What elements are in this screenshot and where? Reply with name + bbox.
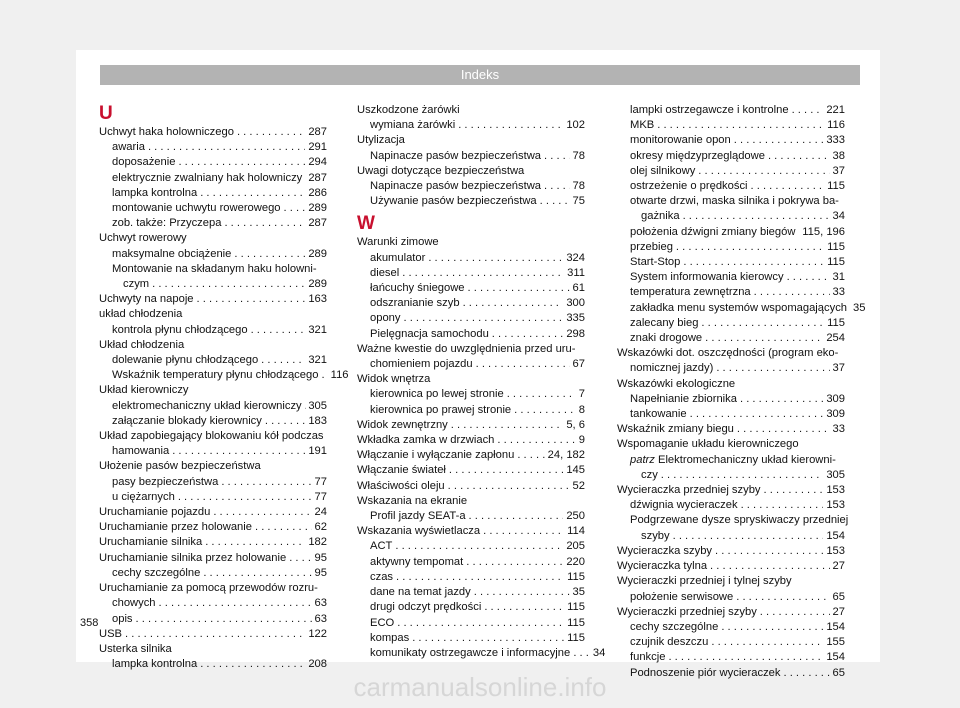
index-subentry: opis . . . 63 bbox=[99, 612, 327, 627]
index-entry: Warunki zimowe bbox=[357, 236, 439, 249]
index-entry: Uwagi dotyczące bezpieczeństwa bbox=[357, 164, 525, 177]
index-subentry: łańcuchy śniegowe . . . 61 bbox=[357, 281, 585, 296]
index-subentry: dolewanie płynu chłodzącego . . . 321 bbox=[99, 353, 327, 368]
index-entry: Uruchamianie silnika . . . 182 bbox=[99, 535, 327, 550]
index-subentry: zakładka menu systemów wspomagających 35 bbox=[630, 301, 866, 314]
index-subentry: Montowanie na składanym haku holowni- bbox=[112, 262, 317, 275]
index-subentry: funkcje . . . 154 bbox=[617, 650, 845, 665]
index-subentry: lampka kontrolna . . . 208 bbox=[99, 657, 327, 672]
index-subentry: aktywny tempomat . . . 220 bbox=[357, 555, 585, 570]
index-subentry: diesel . . . 311 bbox=[357, 266, 585, 281]
index-subentry: ACT . . . 205 bbox=[357, 539, 585, 554]
index-continuation: czy . . . 305 bbox=[617, 468, 845, 483]
section-letter: W bbox=[357, 213, 375, 235]
index-subentry: u ciężarnych . . . 77 bbox=[99, 490, 327, 505]
index-subentry: temperatura zewnętrzna . . . 33 bbox=[617, 285, 845, 300]
index-subentry: kontrola płynu chłodzącego . . . 321 bbox=[99, 323, 327, 338]
index-entry: Właściwości oleju . . . 52 bbox=[357, 479, 585, 494]
index-continuation: nomicznej jazdy) . . . 37 bbox=[617, 361, 845, 376]
index-subentry: dźwignia wycieraczek . . . 153 bbox=[617, 498, 845, 513]
index-subentry: MKB . . . 116 bbox=[617, 118, 845, 133]
index-subentry: monitorowanie opon . . . 333 bbox=[617, 133, 845, 148]
index-subentry: cechy szczególne . . . 154 bbox=[617, 620, 845, 635]
index-entry: Wskaźnik zmiany biegu . . . 33 bbox=[617, 422, 845, 437]
index-subentry: czujnik deszczu . . . 155 bbox=[617, 635, 845, 650]
watermark-footer: carmanualsonline.info bbox=[353, 672, 607, 702]
index-entry: Utylizacja bbox=[357, 134, 405, 147]
index-subentry: kierownica po lewej stronie . . . 7 bbox=[357, 387, 585, 402]
index-subentry: zob. także: Przyczepa . . . 287 bbox=[99, 216, 327, 231]
index-entry: Uchwyty na napoje . . . 163 bbox=[99, 292, 327, 307]
index-entry: Wycieraczki przedniej i tylnej szyby bbox=[617, 575, 792, 588]
index-entry: Uruchamianie przez holowanie . . . 62 bbox=[99, 520, 327, 535]
index-subentry: lampka kontrolna . . . 286 bbox=[99, 186, 327, 201]
section-letter: U bbox=[99, 103, 113, 124]
index-subentry: czas . . . 115 bbox=[357, 570, 585, 585]
index-entry: Usterka silnika bbox=[99, 642, 172, 655]
index-subentry: ostrzeżenie o prędkości . . . 115 bbox=[617, 179, 845, 194]
index-subentry: znaki drogowe . . . 254 bbox=[617, 331, 845, 346]
index-entry: Uszkodzone żarówki bbox=[357, 104, 460, 116]
index-column-3 bbox=[617, 103, 866, 681]
index-subentry: kierownica po prawej stronie . . . 8 bbox=[357, 403, 585, 418]
index-continuation: chowych . . . 63 bbox=[99, 596, 327, 611]
index-subentry: elektromechaniczny układ kierowniczy . . . 305 bbox=[99, 399, 327, 414]
index-subentry: Start-Stop . . . 115 bbox=[617, 255, 845, 270]
index-entry: Wkładka zamka w drzwiach . . . 9 bbox=[357, 433, 585, 448]
index-entry: Ważne kwestie do uwzględnienia przed uru- bbox=[357, 342, 576, 355]
index-subentry: cechy szczególne . . . 95 bbox=[99, 566, 327, 581]
index-subentry: awaria . . . 291 bbox=[99, 140, 327, 155]
index-subentry: Napinacze pasów bezpieczeństwa . . . 78 bbox=[357, 149, 585, 164]
index-entry: Wspomaganie układu kierowniczego bbox=[617, 438, 799, 451]
index-subentry: odszranianie szyb . . . 300 bbox=[357, 296, 585, 311]
index-subentry: położenia dźwigni zmiany biegów . . . 115, 196 bbox=[617, 225, 845, 240]
index-entry: Uruchamianie za pomocą przewodów rozru- bbox=[99, 582, 318, 595]
index-subentry: drugi odczyt prędkości . . . 115 bbox=[357, 600, 585, 615]
index-subentry: wymiana żarówki . . . 102 bbox=[357, 118, 585, 133]
index-entry: Układ chłodzenia bbox=[99, 338, 185, 351]
index-entry: układ chłodzenia bbox=[99, 308, 183, 321]
index-entry: Wycieraczki przedniej szyby . . . 27 bbox=[617, 605, 845, 620]
index-subentry: tankowanie . . . 309 bbox=[617, 407, 845, 422]
index-continuation: czym . . . 289 bbox=[99, 277, 327, 292]
index-cross-reference: patrz Elektromechaniczny układ kierowni- bbox=[630, 453, 836, 466]
index-subentry: akumulator . . . 324 bbox=[357, 251, 585, 266]
index-subentry: elektrycznie zwalniany hak holowniczy . . . 287 bbox=[99, 171, 327, 186]
index-subentry: Używanie pasów bezpieczeństwa . . . 75 bbox=[357, 194, 585, 209]
index-subentry: Wskaźnik temperatury płynu chłodzącego . 116 bbox=[112, 369, 349, 382]
index-subentry: Podnoszenie piór wycieraczek . . . 65 bbox=[617, 666, 845, 681]
index-subentry: olej silnikowy . . . 37 bbox=[617, 164, 845, 179]
index-entry: Ułożenie pasów bezpieczeństwa bbox=[99, 460, 261, 473]
index-entry: Widok wnętrza bbox=[357, 373, 431, 386]
index-subentry: dane na temat jazdy . . . 35 bbox=[357, 585, 585, 600]
index-subentry: montowanie uchwytu rowerowego . . . 289 bbox=[99, 201, 327, 216]
index-continuation: hamowania . . . 191 bbox=[99, 444, 327, 459]
index-subentry: przebieg . . . 115 bbox=[617, 240, 845, 255]
index-subentry: System informowania kierowcy . . . 31 bbox=[617, 270, 845, 285]
index-entry: Uruchamianie pojazdu . . . 24 bbox=[99, 505, 327, 520]
index-subentry: pasy bezpieczeństwa . . . 77 bbox=[99, 475, 327, 490]
index-entry: Uruchamianie silnika przez holowanie . . . 95 bbox=[99, 551, 327, 566]
index-entry: Układ kierowniczy bbox=[99, 384, 189, 397]
index-entry: Wskazówki dot. oszczędności (program eko- bbox=[617, 347, 839, 360]
page-header: Indeks bbox=[100, 65, 860, 85]
index-continuation: chomieniem pojazdu . . . 67 bbox=[357, 357, 585, 372]
index-entry: Wskazania na ekranie bbox=[357, 494, 468, 507]
index-subentry: opony . . . 335 bbox=[357, 311, 585, 326]
index-subentry: kompas . . . 115 bbox=[357, 631, 585, 646]
index-entry: Uchwyt haka holowniczego . . . 287 bbox=[99, 125, 327, 140]
index-subentry: lampki ostrzegawcze i kontrolne . . . 221 bbox=[617, 103, 845, 118]
index-subentry: ECO . . . 115 bbox=[357, 616, 585, 631]
index-entry: Wskazania wyświetlacza . . . 114 bbox=[357, 524, 585, 539]
index-subentry: Podgrzewane dysze spryskiwaczy przedniej bbox=[630, 514, 849, 527]
page-number: 358 bbox=[80, 617, 99, 629]
index-subentry: otwarte drzwi, maska silnika i pokrywa ba- bbox=[630, 195, 839, 208]
index-subentry: zalecany bieg . . . 115 bbox=[617, 316, 845, 331]
index-subentry: Profil jazdy SEAT-a . . . 250 bbox=[357, 509, 585, 524]
index-continuation: gażnika . . . 34 bbox=[617, 209, 845, 224]
index-entry: Widok zewnętrzny . . . 5, 6 bbox=[357, 418, 585, 433]
index-subentry: Pielęgnacja samochodu . . . 298 bbox=[357, 327, 585, 342]
index-entry: Wycieraczka tylna . . . 27 bbox=[617, 559, 845, 574]
index-subentry: okresy międzyprzeglądowe . . . 38 bbox=[617, 149, 845, 164]
index-entry: Włączanie świateł . . . 145 bbox=[357, 463, 585, 478]
index-subentry: doposażenie . . . 294 bbox=[99, 155, 327, 170]
index-subentry: Napinacze pasów bezpieczeństwa . . . 78 bbox=[357, 179, 585, 194]
index-entry: Uchwyt rowerowy bbox=[99, 232, 187, 245]
index-entry: Układ zapobiegający blokowaniu kół podczas bbox=[99, 430, 324, 443]
index-continuation: szyby . . . 154 bbox=[617, 529, 845, 544]
index-entry: Wskazówki ekologiczne bbox=[617, 377, 736, 390]
index-subentry: komunikaty ostrzegawcze i informacyjne . . . 34 bbox=[370, 646, 606, 659]
index-column-2 bbox=[357, 103, 606, 661]
index-entry: Wycieraczka przedniej szyby . . . 153 bbox=[617, 483, 845, 498]
index-subentry: maksymalne obciążenie . . . 289 bbox=[99, 247, 327, 262]
index-entry: Wycieraczka szyby . . . 153 bbox=[617, 544, 845, 559]
index-subentry: Napełnianie zbiornika . . . 309 bbox=[617, 392, 845, 407]
index-subentry: położenie serwisowe . . . 65 bbox=[617, 590, 845, 605]
index-column-1 bbox=[99, 103, 349, 672]
index-entry: USB . . . 122 bbox=[99, 627, 327, 642]
index-entry: Włączanie i wyłączanie zapłonu . . . 24, 182 bbox=[357, 448, 585, 463]
index-subentry: załączanie blokady kierownicy . . . 183 bbox=[99, 414, 327, 429]
